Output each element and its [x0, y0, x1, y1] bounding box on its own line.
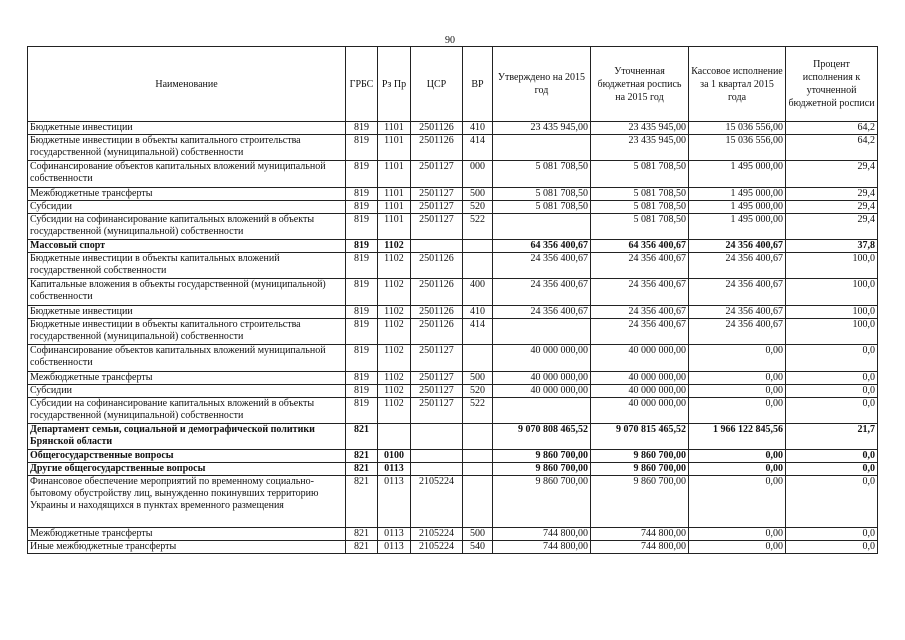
cell-rzpr: 1102 — [378, 398, 411, 424]
table-row — [28, 385, 878, 398]
cell-csr — [411, 463, 463, 476]
cell-rzpr — [378, 424, 411, 450]
cell-name: Софинансирование объектов капитальных вложений муниципальной собственности — [28, 345, 346, 372]
cell-name: Межбюджетные трансферты — [28, 188, 346, 201]
cell-percent: 0,0 — [786, 463, 878, 476]
cell-grbs: 819 — [346, 188, 378, 201]
cell-name: Бюджетные инвестиции — [28, 306, 346, 319]
header-name: Наименование — [28, 47, 346, 122]
cell-cash: 24 356 400,67 — [689, 306, 786, 319]
cell-approved: 5 081 708,50 — [493, 188, 591, 201]
cell-cash: 1 495 000,00 — [689, 161, 786, 188]
cell-vr: 414 — [463, 319, 493, 345]
cell-csr: 2501127 — [411, 161, 463, 188]
cell-cash: 0,00 — [689, 345, 786, 372]
cell-percent: 100,0 — [786, 279, 878, 306]
cell-vr: 520 — [463, 201, 493, 214]
cell-csr: 2105224 — [411, 476, 463, 528]
cell-percent: 29,4 — [786, 161, 878, 188]
cell-percent: 0,0 — [786, 385, 878, 398]
cell-refined: 9 860 700,00 — [591, 476, 689, 528]
cell-vr: 520 — [463, 385, 493, 398]
cell-percent: 29,4 — [786, 214, 878, 240]
table-row — [28, 345, 878, 372]
cell-name: Департамент семьи, социальной и демографической политики Брянской области — [28, 424, 346, 450]
cell-approved: 24 356 400,67 — [493, 306, 591, 319]
cell-vr: 410 — [463, 122, 493, 135]
header-grbs: ГРБС — [346, 47, 378, 122]
cell-rzpr: 1101 — [378, 188, 411, 201]
cell-rzpr: 1101 — [378, 201, 411, 214]
cell-csr: 2501127 — [411, 385, 463, 398]
cell-vr: 414 — [463, 135, 493, 161]
cell-grbs: 821 — [346, 450, 378, 463]
cell-cash: 24 356 400,67 — [689, 240, 786, 253]
cell-cash: 0,00 — [689, 528, 786, 541]
cell-refined: 40 000 000,00 — [591, 345, 689, 372]
cell-vr: 500 — [463, 188, 493, 201]
table-row — [28, 541, 878, 554]
cell-percent: 100,0 — [786, 253, 878, 279]
cell-refined: 64 356 400,67 — [591, 240, 689, 253]
cell-grbs: 819 — [346, 201, 378, 214]
cell-cash: 0,00 — [689, 476, 786, 528]
cell-refined: 24 356 400,67 — [591, 253, 689, 279]
cell-vr — [463, 424, 493, 450]
cell-rzpr: 1102 — [378, 319, 411, 345]
cell-name: Бюджетные инвестиции в объекты капитального строительства государственной (муниципальной) собственности — [28, 319, 346, 345]
cell-percent: 0,0 — [786, 450, 878, 463]
cell-rzpr: 0113 — [378, 528, 411, 541]
cell-approved: 9 860 700,00 — [493, 450, 591, 463]
cell-csr — [411, 450, 463, 463]
cell-refined: 5 081 708,50 — [591, 161, 689, 188]
cell-rzpr: 1102 — [378, 253, 411, 279]
cell-vr: 500 — [463, 372, 493, 385]
cell-name: Финансовое обеспечение мероприятий по временному социально-бытовому обустройству лиц, вынужденно покинувших территорию Украины и находящихся в пунктах временного размещения — [28, 476, 346, 528]
budget-table — [27, 46, 878, 554]
cell-refined: 40 000 000,00 — [591, 372, 689, 385]
cell-grbs: 819 — [346, 372, 378, 385]
cell-vr — [463, 253, 493, 279]
cell-name: Межбюджетные трансферты — [28, 528, 346, 541]
cell-cash: 0,00 — [689, 372, 786, 385]
cell-name: Массовый спорт — [28, 240, 346, 253]
cell-refined: 744 800,00 — [591, 528, 689, 541]
cell-vr — [463, 463, 493, 476]
cell-grbs: 819 — [346, 135, 378, 161]
cell-grbs: 819 — [346, 122, 378, 135]
cell-grbs: 819 — [346, 385, 378, 398]
cell-vr: 000 — [463, 161, 493, 188]
cell-cash: 0,00 — [689, 398, 786, 424]
table-row — [28, 188, 878, 201]
cell-grbs: 819 — [346, 345, 378, 372]
table-row — [28, 122, 878, 135]
cell-cash: 0,00 — [689, 450, 786, 463]
cell-grbs: 819 — [346, 214, 378, 240]
cell-name: Субсидии на софинансирование капитальных вложений в объекты государственной (муниципальной) собственности — [28, 214, 346, 240]
cell-rzpr: 0113 — [378, 541, 411, 554]
cell-vr: 522 — [463, 398, 493, 424]
cell-name: Субсидии — [28, 201, 346, 214]
cell-refined: 5 081 708,50 — [591, 188, 689, 201]
cell-approved: 744 800,00 — [493, 541, 591, 554]
cell-grbs: 819 — [346, 161, 378, 188]
cell-percent: 0,0 — [786, 528, 878, 541]
cell-rzpr: 1102 — [378, 306, 411, 319]
cell-percent: 64,2 — [786, 135, 878, 161]
header-rzpr: Рз Пр — [378, 47, 411, 122]
cell-rzpr: 1102 — [378, 372, 411, 385]
cell-percent: 0,0 — [786, 476, 878, 528]
cell-percent: 100,0 — [786, 306, 878, 319]
cell-cash: 15 036 556,00 — [689, 135, 786, 161]
cell-approved: 24 356 400,67 — [493, 253, 591, 279]
cell-csr: 2501127 — [411, 345, 463, 372]
table-row — [28, 214, 878, 240]
cell-csr: 2501126 — [411, 135, 463, 161]
cell-name: Общегосударственные вопросы — [28, 450, 346, 463]
table-row — [28, 528, 878, 541]
cell-cash: 24 356 400,67 — [689, 253, 786, 279]
cell-vr: 540 — [463, 541, 493, 554]
table-row — [28, 463, 878, 476]
cell-percent: 0,0 — [786, 398, 878, 424]
cell-refined: 9 070 815 465,52 — [591, 424, 689, 450]
cell-percent: 29,4 — [786, 188, 878, 201]
cell-grbs: 819 — [346, 253, 378, 279]
cell-csr: 2501127 — [411, 188, 463, 201]
cell-csr: 2501127 — [411, 398, 463, 424]
cell-name: Иные межбюджетные трансферты — [28, 541, 346, 554]
table-row — [28, 398, 878, 424]
cell-grbs: 821 — [346, 424, 378, 450]
cell-refined: 40 000 000,00 — [591, 385, 689, 398]
cell-csr: 2105224 — [411, 541, 463, 554]
table-row — [28, 372, 878, 385]
header-row — [28, 47, 878, 122]
table-row — [28, 424, 878, 450]
cell-grbs: 821 — [346, 476, 378, 528]
cell-rzpr: 0113 — [378, 476, 411, 528]
cell-refined: 744 800,00 — [591, 541, 689, 554]
cell-approved — [493, 214, 591, 240]
cell-grbs: 819 — [346, 319, 378, 345]
header-approved: Утверждено на 2015 год — [493, 47, 591, 122]
cell-rzpr: 1102 — [378, 279, 411, 306]
cell-csr: 2501126 — [411, 279, 463, 306]
cell-csr — [411, 240, 463, 253]
cell-cash: 1 495 000,00 — [689, 188, 786, 201]
cell-rzpr: 1102 — [378, 240, 411, 253]
cell-approved: 9 860 700,00 — [493, 463, 591, 476]
cell-approved: 23 435 945,00 — [493, 122, 591, 135]
cell-cash: 15 036 556,00 — [689, 122, 786, 135]
cell-refined: 5 081 708,50 — [591, 214, 689, 240]
table-row — [28, 253, 878, 279]
cell-refined: 24 356 400,67 — [591, 306, 689, 319]
cell-percent: 0,0 — [786, 345, 878, 372]
cell-approved: 40 000 000,00 — [493, 385, 591, 398]
cell-approved: 744 800,00 — [493, 528, 591, 541]
cell-csr: 2501127 — [411, 201, 463, 214]
cell-approved — [493, 319, 591, 345]
cell-refined: 24 356 400,67 — [591, 279, 689, 306]
cell-name: Софинансирование объектов капитальных вложений муниципальной собственности — [28, 161, 346, 188]
cell-name: Другие общегосударственные вопросы — [28, 463, 346, 476]
cell-grbs: 821 — [346, 528, 378, 541]
cell-csr: 2501127 — [411, 372, 463, 385]
table-row — [28, 319, 878, 345]
cell-approved — [493, 135, 591, 161]
table-row — [28, 279, 878, 306]
cell-grbs: 819 — [346, 279, 378, 306]
cell-csr: 2105224 — [411, 528, 463, 541]
table-row — [28, 135, 878, 161]
cell-csr: 2501127 — [411, 214, 463, 240]
cell-name: Бюджетные инвестиции в объекты капитального строительства государственной (муниципальной) собственности — [28, 135, 346, 161]
cell-csr: 2501126 — [411, 253, 463, 279]
cell-percent: 64,2 — [786, 122, 878, 135]
cell-approved — [493, 398, 591, 424]
cell-csr — [411, 424, 463, 450]
cell-rzpr: 1101 — [378, 161, 411, 188]
cell-approved: 64 356 400,67 — [493, 240, 591, 253]
cell-percent: 0,0 — [786, 372, 878, 385]
cell-cash: 0,00 — [689, 463, 786, 476]
header-cash: Кассовое исполнение за 1 квартал 2015 года — [689, 47, 786, 122]
cell-vr — [463, 240, 493, 253]
header-csr: ЦСР — [411, 47, 463, 122]
cell-approved: 40 000 000,00 — [493, 372, 591, 385]
cell-cash: 24 356 400,67 — [689, 279, 786, 306]
cell-vr — [463, 345, 493, 372]
cell-refined: 23 435 945,00 — [591, 135, 689, 161]
cell-approved: 9 860 700,00 — [493, 476, 591, 528]
cell-csr: 2501126 — [411, 122, 463, 135]
cell-refined: 9 860 700,00 — [591, 450, 689, 463]
table-row — [28, 450, 878, 463]
cell-cash: 1 495 000,00 — [689, 214, 786, 240]
table-body — [28, 122, 878, 554]
cell-csr: 2501126 — [411, 319, 463, 345]
cell-vr — [463, 476, 493, 528]
page-number: 90 — [445, 35, 455, 46]
cell-cash: 24 356 400,67 — [689, 319, 786, 345]
cell-vr: 522 — [463, 214, 493, 240]
cell-rzpr: 0113 — [378, 463, 411, 476]
cell-cash: 1 495 000,00 — [689, 201, 786, 214]
cell-csr: 2501126 — [411, 306, 463, 319]
cell-grbs: 819 — [346, 306, 378, 319]
cell-approved: 5 081 708,50 — [493, 201, 591, 214]
cell-rzpr: 1101 — [378, 135, 411, 161]
cell-cash: 1 966 122 845,56 — [689, 424, 786, 450]
cell-refined: 24 356 400,67 — [591, 319, 689, 345]
cell-percent: 29,4 — [786, 201, 878, 214]
cell-grbs: 821 — [346, 541, 378, 554]
cell-refined: 23 435 945,00 — [591, 122, 689, 135]
cell-cash: 0,00 — [689, 385, 786, 398]
cell-grbs: 819 — [346, 240, 378, 253]
table-row — [28, 201, 878, 214]
cell-refined: 5 081 708,50 — [591, 201, 689, 214]
cell-name: Капитальные вложения в объекты государственной (муниципальной) собственности — [28, 279, 346, 306]
table-row — [28, 240, 878, 253]
header-percent: Процент исполнения к уточненной бюджетной росписи — [786, 47, 878, 122]
cell-grbs: 819 — [346, 398, 378, 424]
cell-name: Бюджетные инвестиции — [28, 122, 346, 135]
cell-approved: 9 070 808 465,52 — [493, 424, 591, 450]
table-row — [28, 476, 878, 528]
cell-rzpr: 1102 — [378, 385, 411, 398]
cell-percent: 100,0 — [786, 319, 878, 345]
cell-approved: 5 081 708,50 — [493, 161, 591, 188]
cell-rzpr: 1101 — [378, 122, 411, 135]
cell-refined: 40 000 000,00 — [591, 398, 689, 424]
cell-percent: 37,8 — [786, 240, 878, 253]
table-row — [28, 306, 878, 319]
header-refined: Уточненная бюджетная роспись на 2015 год — [591, 47, 689, 122]
cell-vr: 500 — [463, 528, 493, 541]
cell-percent: 0,0 — [786, 541, 878, 554]
cell-refined: 9 860 700,00 — [591, 463, 689, 476]
cell-cash: 0,00 — [689, 541, 786, 554]
cell-vr: 400 — [463, 279, 493, 306]
cell-rzpr: 1102 — [378, 345, 411, 372]
cell-name: Бюджетные инвестиции в объекты капитальных вложений государственной собственности — [28, 253, 346, 279]
cell-rzpr: 1101 — [378, 214, 411, 240]
header-vr: ВР — [463, 47, 493, 122]
cell-rzpr: 0100 — [378, 450, 411, 463]
table-row — [28, 161, 878, 188]
cell-vr: 410 — [463, 306, 493, 319]
cell-name: Межбюджетные трансферты — [28, 372, 346, 385]
cell-name: Субсидии на софинансирование капитальных вложений в объекты государственной (муниципальной) собственности — [28, 398, 346, 424]
cell-name: Субсидии — [28, 385, 346, 398]
cell-approved: 24 356 400,67 — [493, 279, 591, 306]
cell-percent: 21,7 — [786, 424, 878, 450]
cell-vr — [463, 450, 493, 463]
cell-approved: 40 000 000,00 — [493, 345, 591, 372]
cell-grbs: 821 — [346, 463, 378, 476]
